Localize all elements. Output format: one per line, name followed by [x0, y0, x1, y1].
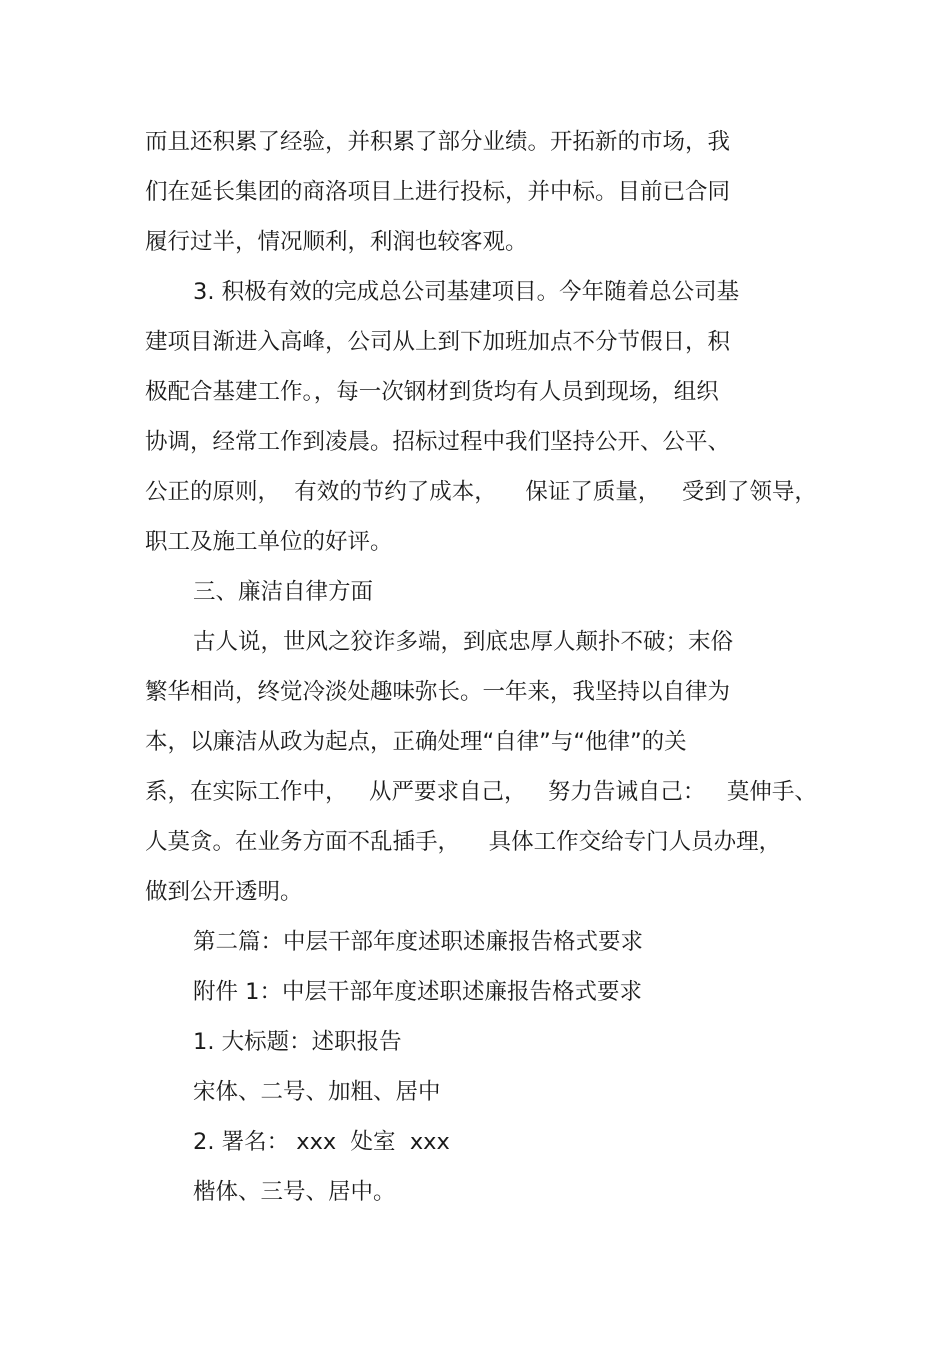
section-heading: 三、廉洁自律方面	[193, 579, 374, 605]
paragraph-line: 公正的原则， 有效的节约了成本， 保证了质量， 受到了领导，	[145, 479, 817, 505]
paragraph-line: 本，以廉洁从政为起点，正确处理“自律”与“他律”的关	[145, 729, 687, 755]
attachment-heading: 附件 1：中层干部年度述职述廉报告格式要求	[193, 979, 642, 1005]
list-item: 宋体、二号、加粗、居中	[193, 1079, 441, 1105]
paragraph-line: 协调，经常工作到凌晨。招标过程中我们坚持公开、公平、	[145, 429, 731, 455]
paragraph-line: 建项目渐进入高峰，公司从上到下加班加点不分节假日，积	[145, 329, 731, 355]
paragraph-line: 做到公开透明。	[145, 879, 303, 905]
chapter-heading: 第二篇：中层干部年度述职述廉报告格式要求	[193, 929, 644, 955]
list-item: 2. 署名： xxx 处室 xxx	[193, 1129, 450, 1155]
paragraph-line: 而且还积累了经验，并积累了部分业绩。开拓新的市场，我	[145, 129, 731, 155]
paragraph-line: 人莫贪。在业务方面不乱插手， 具体工作交给专门人员办理，	[145, 829, 782, 855]
list-item: 楷体、三号、居中。	[193, 1179, 396, 1205]
list-item: 1. 大标题：述职报告	[193, 1029, 402, 1055]
paragraph-line: 古人说，世风之狡诈多端，到底忠厚人颠扑不破；末俗	[193, 629, 734, 655]
paragraph-line: 3. 积极有效的完成总公司基建项目。今年随着总公司基	[193, 279, 740, 305]
paragraph-line: 繁华相尚，终觉冷淡处趣味弥长。一年来，我坚持以自律为	[145, 679, 731, 705]
paragraph-line: 职工及施工单位的好评。	[145, 529, 393, 555]
paragraph-line: 履行过半，情况顺利，利润也较客观。	[145, 229, 528, 255]
paragraph-line: 系，在实际工作中， 从严要求自己， 努力告诫自己： 莫伸手、	[145, 779, 817, 805]
paragraph-line: 们在延长集团的商洛项目上进行投标，并中标。目前已合同	[145, 179, 731, 205]
paragraph-line: 极配合基建工作。，每一次钢材到货均有人员到现场，组织	[145, 379, 719, 405]
